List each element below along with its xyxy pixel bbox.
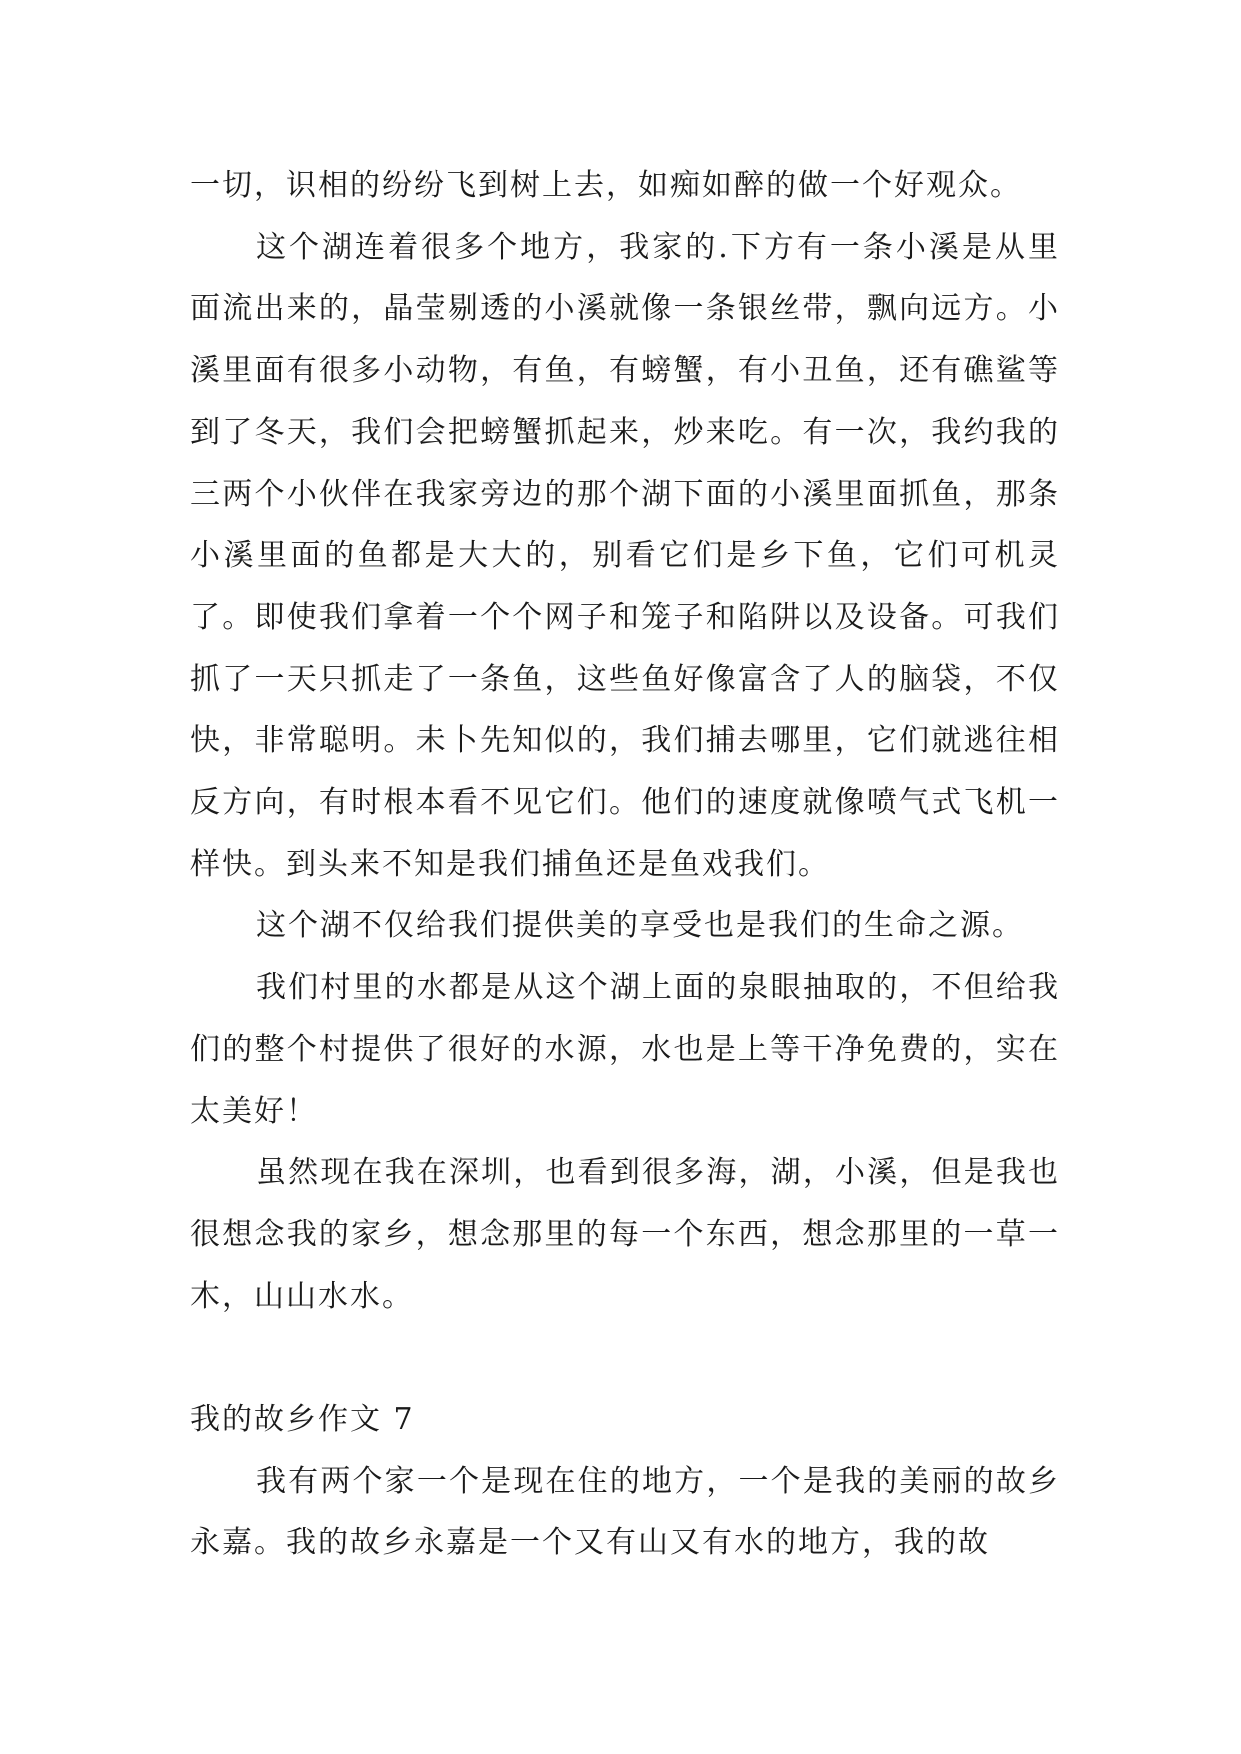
paragraph-two-homes: 我有两个家一个是现在住的地方，一个是我的美丽的故乡永嘉。我的故乡永嘉是一个又有山又有水的地方，我的故 [190,1463,1060,1561]
paragraph-missing-home: 虽然现在我在深圳，也看到很多海，湖，小溪，但是我也很想念我的家乡，想念那里的每一个东西，想念那里的一草一木，山山水水。 [190,1155,1060,1314]
paragraph-lake-stream: 这个湖连着很多个地方，我家的.下方有一条小溪是从里面流出来的，晶莹剔透的小溪就像一条银丝带，飘向远方。小溪里面有很多小动物，有鱼，有螃蟹，有小丑鱼，还有礁鲨等到了冬天，我们会把螃蟹抓起来，炒来吃。有一次，我约我的三两个小伙伴在我家旁边的那个湖下面的小溪里面抓鱼，那条小溪里面的鱼都是大大的，别看它们是乡下鱼，它们可机灵了。即使我们拿着一个个网子和笼子和陷阱以及设备。可我们抓了一天只抓走了一条鱼，这些鱼好像富含了人的脑袋，不仅快，非常聪明。未卜先知似的，我们捕去哪里，它们就逃往相反方向，有时根本看不见它们。他们的速度就像喷气式飞机一样快。到头来不知是我们捕鱼还是鱼戏我们。 [190,229,1060,882]
paragraph-lake-source: 这个湖不仅给我们提供美的享受也是我们的生命之源。 [256,908,1024,944]
paragraph-continuation: 一切，识相的纷纷飞到树上去，如痴如醉的做一个好观众。 [190,168,1022,203]
paragraph-village-water: 我们村里的水都是从这个湖上面的泉眼抽取的，不但给我们的整个村提供了很好的水源，水也是上等干净免费的，实在太美好！ [190,970,1060,1129]
section-spacer [190,1327,1060,1389]
document-body [190,155,1060,1574]
section-title: 我的故乡作文 7 [190,1402,415,1438]
